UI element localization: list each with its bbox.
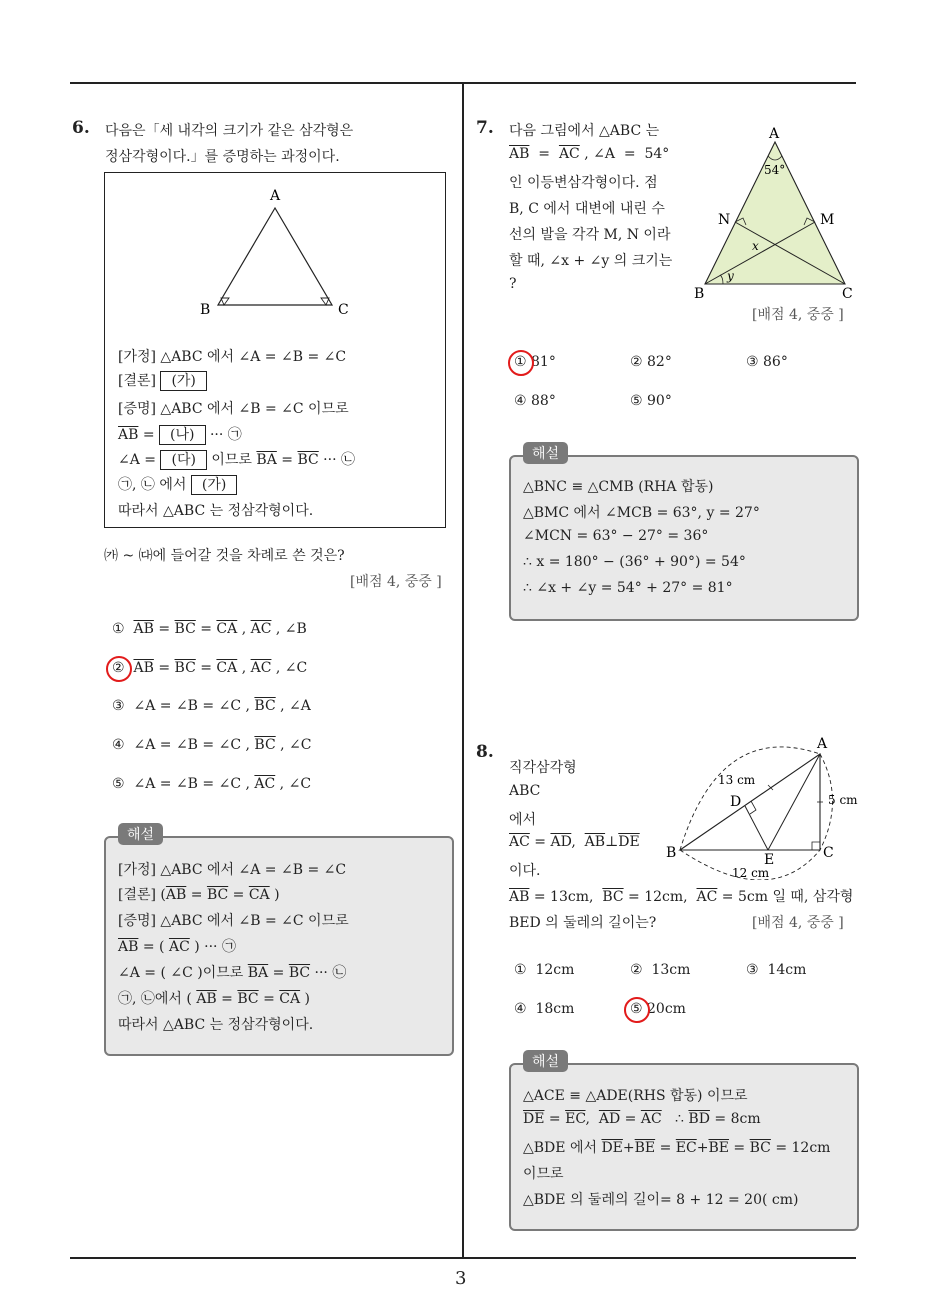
q8-answer-mark: [624, 997, 650, 1023]
q7-explanation-tag: 해설: [523, 442, 568, 464]
proof-line-proof: [증명] △ABC 에서 ∠B = ∠C 이므로: [118, 401, 349, 417]
q8-choice-1[interactable]: ① 12cm: [514, 962, 575, 978]
q7-text-line3: 인 이등변삼각형이다. 점: [509, 175, 658, 191]
q7-expl-line1: △BNC ≡ △CMB (RHA 합동): [523, 479, 714, 495]
q8-text-line5: 이다.: [509, 863, 541, 879]
q7-point-m: M: [820, 212, 835, 228]
q7-expl-line4: ∴ x = 180° − (36° + 90°) = 54°: [523, 554, 746, 570]
q8-choice-5[interactable]: ⑤ 20cm: [630, 1001, 686, 1017]
q8-expl-line5: △BDE 의 둘레의 길이= 8 + 12 = 20( cm): [523, 1192, 799, 1208]
q8-vertex-c: C: [823, 845, 834, 861]
q8-vertex-a: A: [817, 736, 828, 752]
q7-expl-line2: △BMC 에서 ∠MCB = 63°, y = 27°: [523, 505, 760, 521]
q8-label-ab: 13 cm: [718, 773, 756, 787]
q6-choice-3[interactable]: ③ ∠A = ∠B = ∠C , $\overline{BC}$ , ∠A: [112, 698, 311, 714]
q7-text-line1: 다음 그림에서 △ABC 는: [509, 123, 660, 139]
q7-choice-4[interactable]: ④ 88°: [514, 393, 556, 409]
q8-text-line1: 직각삼각형: [509, 760, 577, 776]
q8-expl-line2: $\overline{DE} = \overline{EC}$, $\overline{AD} = \overline{AC}$ ∴ $\overline{BD} = 8cm$: [523, 1111, 761, 1127]
q8-choice-3[interactable]: ③ 14cm: [746, 962, 807, 978]
q6-choice-2[interactable]: ② $\overline{AB} = \overline{BC} = \overline{CA}$ , $\overline{AC}$ , ∠C: [112, 660, 308, 676]
q8-text-line4: $\overline{AC} = \overline{AD}$, $\overline{AB}\perp\overline{DE}$: [509, 834, 640, 850]
proof-line-5: ∠A = (다) 이므로 $\overline{BA} = \overline{BC}$ ··· ㉡: [118, 452, 355, 468]
q6-expl-line1: [가정] △ABC 에서 ∠A = ∠B = ∠C: [118, 862, 347, 878]
question-6-text-line2: 정삼각형이다.」를 증명하는 과정이다.: [105, 149, 340, 165]
vertex-a-label: A: [270, 188, 281, 204]
q7-x-label: x: [752, 239, 759, 253]
q8-explanation-tag: 해설: [523, 1050, 568, 1072]
question-6-prompt: ㈎ ~ ㈐에 들어갈 것을 차례로 쓴 것은?: [104, 548, 345, 564]
question-6-triangle-figure: [190, 180, 370, 320]
q7-text-line6: 할 때, ∠x + ∠y 의 크기는: [509, 253, 673, 269]
q8-label-ac: 5 cm: [828, 793, 858, 807]
question-7-score: [배점 4, 중중 ]: [752, 307, 844, 323]
question-8-number: 8.: [476, 742, 494, 762]
blank-ga-2: (가): [191, 475, 237, 495]
q7-point-n: N: [718, 212, 731, 228]
q8-expl-line3: △BDE 에서 $\overline{DE}+\overline{BE} = \overline{EC}+\overline{BE} = \overline{BC} = 12cm$: [523, 1140, 831, 1156]
q6-expl-line6: ㉠, ㉡에서 ( $\overline{AB} = \overline{BC} = \overline{CA}$ ): [118, 991, 311, 1007]
q7-expl-line5: ∴ ∠x + ∠y = 54° + 27° = 81°: [523, 580, 733, 596]
q6-choice-5[interactable]: ⑤ ∠A = ∠B = ∠C , $\overline{AC}$ , ∠C: [112, 776, 312, 792]
q6-expl-line5: ∠A = ( ∠C )이므로 $\overline{BA} = \overline{BC}$ ··· ㉡: [118, 965, 347, 981]
q7-choice-5[interactable]: ⑤ 90°: [630, 393, 672, 409]
vertex-b-label: B: [200, 302, 211, 318]
q6-explanation-tag: 해설: [118, 823, 163, 845]
q8-vertex-b: B: [666, 845, 677, 861]
proof-line-6: ㉠, ㉡ 에서 (가): [118, 474, 237, 495]
column-divider: [462, 82, 464, 1258]
blank-ga: (가): [160, 371, 206, 391]
q6-expl-line4: $\overline{AB}$ = ( $\overline{AC}$ ) ··· ㉠: [118, 939, 236, 955]
q8-choice-4[interactable]: ④ 18cm: [514, 1001, 575, 1017]
question-6-score: [배점 4, 중중 ]: [350, 574, 442, 590]
page-number: 3: [455, 1268, 467, 1289]
q7-y-label: y: [727, 269, 734, 283]
q8-triangle-figure: [660, 730, 860, 880]
q6-expl-line3: [증명] △ABC 에서 ∠B = ∠C 이므로: [118, 913, 349, 929]
bottom-rule: [70, 1257, 856, 1259]
q8-text-line2: ABC: [509, 783, 541, 799]
q7-vertex-b: B: [694, 286, 705, 302]
q7-choice-2[interactable]: ② 82°: [630, 354, 672, 370]
proof-line-conclusion: [결론] (가): [118, 370, 207, 391]
q7-expl-line3: ∠MCN = 63° − 27° = 36°: [523, 528, 709, 544]
q8-expl-line1: △ACE ≡ △ADE(RHS 합동) 이므로: [523, 1088, 748, 1104]
q7-vertex-c: C: [842, 286, 853, 302]
question-6-number: 6.: [72, 118, 90, 138]
blank-na: (나): [159, 425, 205, 445]
q6-expl-line7: 따라서 △ABC 는 정삼각형이다.: [118, 1017, 314, 1033]
q8-text-line3: 에서: [509, 812, 537, 828]
q7-angle-label: 54°: [764, 163, 786, 177]
question-8-score: [배점 4, 중중 ]: [752, 915, 844, 931]
q7-answer-mark: [508, 350, 534, 376]
q8-point-e: E: [764, 852, 775, 868]
proof-line-7: 따라서 △ABC 는 정삼각형이다.: [118, 503, 314, 519]
q7-text-line5: 선의 발을 각각 M, N 이라: [509, 227, 671, 243]
vertex-c-label: C: [338, 302, 349, 318]
q7-text-line2: $\overline{AB} = \overline{AC}$ , ∠A = 54°: [509, 146, 670, 162]
q8-expl-line4: 이므로: [523, 1166, 564, 1182]
question-6-text-line1: 다음은「세 내각의 크기가 같은 삼각형은: [105, 123, 354, 139]
question-7-number: 7.: [476, 118, 494, 138]
q6-choice-4[interactable]: ④ ∠A = ∠B = ∠C , $\overline{BC}$ , ∠C: [112, 737, 312, 753]
proof-line-assumption: [가정] △ABC 에서 ∠A = ∠B = ∠C: [118, 349, 347, 365]
q6-answer-mark: [106, 656, 132, 682]
q7-text-line7: ?: [509, 276, 517, 292]
q7-choice-3[interactable]: ③ 86°: [746, 354, 788, 370]
q8-label-bc: 12 cm: [732, 866, 770, 880]
q6-expl-line2: [결론] ($\overline{AB} = \overline{BC} = \overline{CA}$ ): [118, 887, 280, 903]
blank-da: (다): [160, 450, 206, 470]
q8-text-line6: $\overline{AB} = 13cm$, $\overline{BC} = 12cm$, $\overline{AC} = 5cm$ 일 때, 삼각형: [509, 889, 854, 905]
q7-choice-1[interactable]: ① 81°: [514, 354, 556, 370]
q8-text-line7: BED 의 둘레의 길이는?: [509, 915, 657, 931]
q7-vertex-a: A: [769, 126, 780, 142]
q7-triangle-figure: [690, 122, 860, 304]
proof-line-4: $\overline{AB}$ = (나) ··· ㉠: [118, 427, 242, 443]
q7-text-line4: B, C 에서 대변에 내린 수: [509, 201, 665, 217]
q8-point-d: D: [730, 794, 742, 810]
q6-choice-1[interactable]: ① $\overline{AB} = \overline{BC} = \overline{CA}$ , $\overline{AC}$ , ∠B: [112, 621, 307, 637]
q8-choice-2[interactable]: ② 13cm: [630, 962, 691, 978]
